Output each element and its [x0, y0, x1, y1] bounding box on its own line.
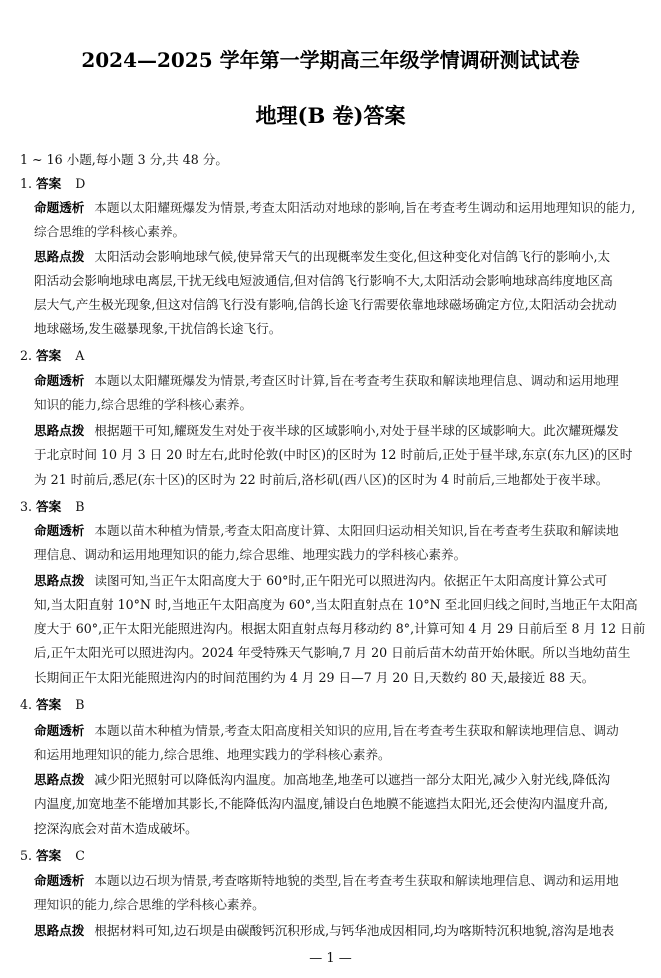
q2-hint-text-3: 为 21 时前后,悉尼(东十区)的区时为 22 时前后,洛杉矶(西八区)的区时为 4 时前后,三地都处于夜半球。 — [34, 472, 609, 487]
q5-hint-line-1 — [34, 923, 645, 939]
q1-answer-value: D — [75, 176, 86, 191]
q4-answer-value: B — [75, 697, 85, 712]
q2-hint-label: 思路点拨 — [34, 423, 85, 438]
q4-number: 4. — [20, 697, 33, 712]
q1-hint-line-1 — [34, 249, 645, 265]
q5-answer-label: 答案 — [36, 848, 62, 863]
q4-hint-text-2: 内温度,加宽地垄不能增加其影长,不能降低沟内温度,铺设白色地膜不能遮挡太阳光,还会使沟内温度升高, — [34, 796, 609, 811]
q1-number: 1. — [20, 176, 33, 191]
q3-hint-text-4: 后,正午太阳光可以照进沟内。2024 年受特殊天气影响,7 月 20 日前后苗木幼苗开始休眠。所以当地幼苗生 — [34, 645, 631, 660]
q2-answer-line — [20, 348, 645, 364]
q2-analysis-text-2: 知识的能力,综合思维的学科核心素养。 — [34, 397, 253, 412]
q4-analysis-line-1 — [34, 723, 645, 739]
q3-analysis-label: 命题透析 — [34, 523, 85, 538]
q3-analysis-text-2: 理信息、调动和运用地理知识的能力,综合思维、地理实践力的学科核心素养。 — [34, 547, 467, 562]
q2-hint-text-2: 于北京时间 10 月 3 日 20 时左右,此时伦敦(中时区)的区时为 12 时前后,正处于昼半球,东京(东九区)的区时 — [34, 447, 633, 462]
q3-answer-label: 答案 — [36, 499, 62, 514]
q2-hint-line-1 — [34, 423, 645, 439]
q2-number: 2. — [20, 348, 33, 363]
q4-analysis-text-1: 本题以苗木种植为情景,考查太阳高度相关知识的应用,旨在考查考生获取和解读地理信息、调动 — [94, 723, 619, 738]
q4-hint-line-1 — [34, 772, 645, 788]
q5-hint-text-1: 根据材料可知,边石坝是由碳酸钙沉积形成,与钙华池成因相同,均为喀斯特沉积地貌,溶沟是地表 — [94, 923, 615, 938]
q3-hint-text-3: 度大于 60°,正午太阳光能照进沟内。根据太阳直射点每月移动约 8°,计算可知 4 月 29 日前后至 8 月 12 日前 — [34, 621, 646, 636]
q5-analysis-text-1: 本题以边石坝为情景,考查喀斯特地貌的类型,旨在考查考生获取和解读地理信息、调动和运用地 — [94, 873, 619, 888]
q4-hint-label: 思路点拨 — [34, 772, 85, 787]
q4-analysis-label: 命题透析 — [34, 723, 85, 738]
q5-number: 5. — [20, 848, 33, 863]
q4-answer-line — [20, 697, 645, 713]
q5-analysis-line-1 — [34, 873, 645, 889]
q1-hint-label: 思路点拨 — [34, 249, 85, 264]
q5-answer-line — [20, 848, 645, 864]
q3-hint-label: 思路点拨 — [34, 573, 85, 588]
q5-answer-value: C — [75, 848, 85, 863]
answer-subtitle: 地理(B 卷)答案 — [255, 103, 406, 128]
q1-analysis-text-2: 综合思维的学科核心素养。 — [34, 224, 186, 239]
q3-answer-line — [20, 499, 645, 515]
q2-analysis-text-1: 本题以太阳耀斑爆发为情景,考查区时计算,旨在考查考生获取和解读地理信息、调动和运用地理 — [94, 373, 619, 388]
q2-answer-value: A — [75, 348, 85, 363]
page-number: — 1 — — [309, 951, 352, 966]
q2-analysis-line-1 — [34, 373, 645, 389]
q3-hint-text-2: 知,当太阳直射 10°N 时,当地正午太阳高度为 60°,当太阳直射点在 10°N 至北回归线之间时,当地正午太阳高 — [34, 597, 638, 612]
q2-hint-text-1: 根据题干可知,耀斑发生对处于夜半球的区域影响小,对处于昼半球的区域影响大。此次耀斑爆发 — [94, 423, 619, 438]
q4-answer-label: 答案 — [36, 697, 62, 712]
exam-title: 2024—2025 学年第一学期高三年级学情调研测试试卷 — [81, 48, 580, 72]
q1-analysis-text-1: 本题以太阳耀斑爆发为情景,考查太阳活动对地球的影响,旨在考查考生调动和运用地理知识的能力, — [94, 200, 636, 215]
q4-hint-text-1: 减少阳光照射可以降低沟内温度。加高地垄,地垄可以遮挡一部分太阳光,减少入射光线,降低沟 — [94, 772, 611, 787]
q5-analysis-text-2: 理知识的能力,综合思维的学科核心素养。 — [34, 897, 265, 912]
q4-analysis-text-2: 和运用地理知识的能力,综合思维、地理实践力的学科核心素养。 — [34, 747, 391, 762]
q3-number: 3. — [20, 499, 33, 514]
q3-hint-text-1: 读图可知,当正午太阳高度大于 60°时,正午阳光可以照进沟内。依据正午太阳高度计算公式可 — [94, 573, 608, 588]
q4-hint-text-3: 挖深沟底会对苗木造成破坏。 — [34, 821, 198, 836]
q3-analysis-text-1: 本题以苗木种植为情景,考查太阳高度计算、太阳回归运动相关知识,旨在考查考生获取和解读地 — [94, 523, 619, 538]
q1-hint-text-3: 层大气,产生极光现象,但这对信鸽飞行没有影响,信鸽长途飞行需要依靠地球磁场确定方位,太阳活动会扰动 — [34, 297, 617, 312]
q5-analysis-label: 命题透析 — [34, 873, 85, 888]
q1-analysis-label: 命题透析 — [34, 200, 85, 215]
q1-answer-label: 答案 — [36, 176, 62, 191]
q1-analysis-line-1 — [34, 200, 645, 216]
q3-hint-line-1 — [34, 573, 645, 589]
q5-hint-label: 思路点拨 — [34, 923, 85, 938]
intro-line: 1 ~ 16 小题,每小题 3 分,共 48 分。 — [20, 152, 228, 167]
q1-hint-text-4: 地球磁场,发生磁暴现象,干扰信鸽长途飞行。 — [34, 321, 282, 336]
q2-analysis-label: 命题透析 — [34, 373, 85, 388]
q2-answer-label: 答案 — [36, 348, 62, 363]
q3-analysis-line-1 — [34, 523, 645, 539]
q3-answer-value: B — [75, 499, 85, 514]
q1-hint-text-1: 太阳活动会影响地球气候,使异常天气的出现概率发生变化,但这种变化对信鸽飞行的影响小,太 — [94, 249, 611, 264]
q1-answer-line — [20, 176, 645, 192]
q3-hint-text-5: 长期间正午太阳光能照进沟内的时间范围约为 4 月 29 日—7 月 20 日,天数约 80 天,最接近 88 天。 — [34, 670, 595, 685]
q1-hint-text-2: 阳活动会影响地球电离层,干扰无线电短波通信,但对信鸽飞行影响不大,太阳活动会影响地球高纬度地区高 — [34, 273, 613, 288]
